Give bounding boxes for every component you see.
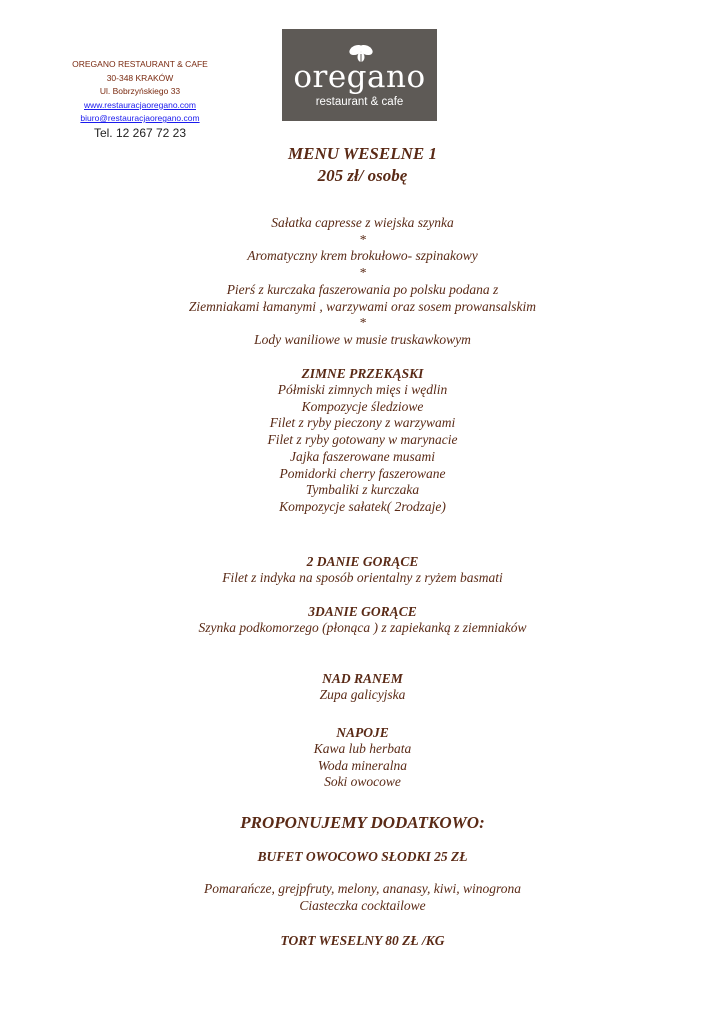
section-heading: ZIMNE PRZEKĄSKI xyxy=(301,366,424,381)
main-course-list xyxy=(0,215,725,349)
list-item: Kompozycje sałatek( 2rodzaje) xyxy=(279,498,446,514)
oregano-logo xyxy=(282,29,437,121)
separator-star: * xyxy=(359,315,366,331)
list-item: Aromatyczny krem brokułowo- szpinakowy xyxy=(247,248,478,264)
list-item: Sałatka capresse z wiejska szynka xyxy=(271,215,454,230)
list-item: Pomidorki cherry faszerowane xyxy=(279,465,446,481)
list-item: Pomarańcze, grejpfruty, melony, ananasy, kiwi, winogrona xyxy=(204,881,521,896)
list-item: Ziemniakami łamanymi , warzywami oraz sosem prowansalskim xyxy=(188,298,537,314)
separator-star: * xyxy=(359,231,366,247)
list-item: Jajka faszerowane musami xyxy=(290,448,435,464)
separator-star: * xyxy=(359,265,366,281)
list-item: Ciasteczka cocktailowe xyxy=(299,897,426,913)
list-item: Kawa lub herbata xyxy=(313,741,412,756)
list-item: Zupa galicyjska xyxy=(319,687,406,702)
street-address: Ul. Bobrzyńskiego 33 xyxy=(99,86,181,96)
second-hot-dish-section xyxy=(0,553,725,587)
list-item: Filet z ryby gotowany w marynacie xyxy=(267,432,458,448)
section-heading: 2 DANIE GORĄCE xyxy=(306,554,419,569)
wedding-cake-heading: TORT WESELNY 80 ZŁ /KG xyxy=(280,933,445,948)
list-item: Pierś z kurczaka faszerowania po polsku podana z xyxy=(226,281,499,297)
logo-subtitle: restaurant & cafe xyxy=(315,96,404,108)
menu-title-block xyxy=(0,143,725,187)
list-item: Szynka podkomorzego (płonąca ) z zapiekanką z ziemniaków xyxy=(198,620,527,635)
section-heading: NAD RANEM xyxy=(322,671,403,686)
contact-block xyxy=(40,58,240,140)
restaurant-name: OREGANO RESTAURANT & CAFE xyxy=(72,59,208,69)
menu-title: MENU WESELNE 1 xyxy=(288,144,437,163)
postcode-city: 30-348 KRAKÓW xyxy=(106,72,174,83)
list-item: Półmiski zimnych mięs i wędlin xyxy=(277,382,448,397)
dawn-section xyxy=(0,670,725,704)
cold-appetizers-section xyxy=(0,365,725,516)
list-item: Soki owocowe xyxy=(324,774,401,790)
email-link[interactable]: biuro@restauracjaoregano.com xyxy=(80,113,200,123)
fruit-buffet-items xyxy=(0,881,725,914)
phone-number: Tel. 12 267 72 23 xyxy=(93,125,187,140)
list-item: Filet z indyka na sposób orientalny z ryżem basmati xyxy=(222,570,503,585)
list-item: Woda mineralna xyxy=(317,757,408,773)
menu-price: 205 zł/ osobę xyxy=(317,166,408,185)
drinks-section xyxy=(0,724,725,791)
section-heading: 3DANIE GORĄCE xyxy=(308,604,417,619)
fruit-buffet-heading: BUFET OWOCOWO SŁODKI 25 ZŁ xyxy=(257,849,468,864)
list-item: Tymbaliki z kurczaka xyxy=(305,482,420,498)
section-heading: NAPOJE xyxy=(336,725,389,740)
extra-heading: PROPONUJEMY DODATKOWO: xyxy=(240,813,485,832)
list-item: Kompozycje śledziowe xyxy=(301,398,424,414)
third-hot-dish-section xyxy=(0,603,725,637)
list-item: Lody waniliowe w musie truskawkowym xyxy=(254,331,471,347)
logo-brand: oregano xyxy=(293,59,426,95)
list-item: Filet z ryby pieczony z warzywami xyxy=(269,415,456,431)
website-link[interactable]: www.restauracjaoregano.com xyxy=(84,99,196,110)
